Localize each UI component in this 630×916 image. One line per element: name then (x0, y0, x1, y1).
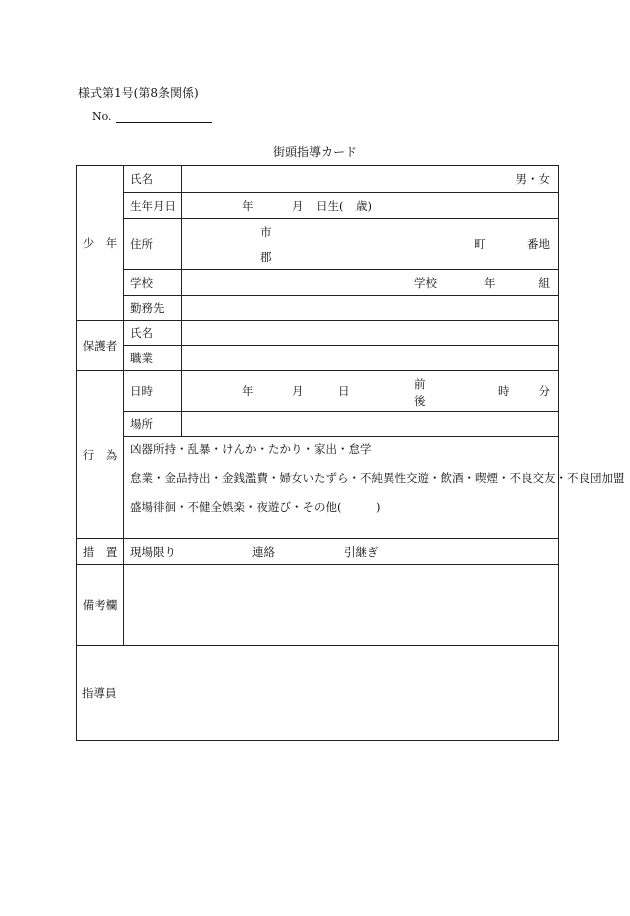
gender-option: 男・女 (515, 172, 550, 186)
measure-on-site: 現場限り (130, 544, 176, 559)
guardian-name-label: 氏名 (124, 321, 182, 346)
address-town: 町 (474, 237, 486, 251)
group-juvenile: 少 年 (77, 166, 124, 321)
dt-am: 前 (414, 377, 426, 391)
address-county: 郡 (260, 250, 272, 264)
guardian-job-field[interactable] (182, 346, 559, 371)
juvenile-name-label: 氏名 (124, 166, 182, 193)
group-measures: 措 置 (77, 539, 124, 565)
remarks-field[interactable] (124, 565, 559, 646)
conduct-line-1: 凶器所持・乱暴・けんか・たかり・家出・怠学 (130, 442, 372, 456)
juvenile-name-field[interactable] (182, 166, 559, 193)
group-guardian: 保護者 (77, 321, 124, 371)
address-banchi: 番地 (527, 237, 550, 251)
conduct-options[interactable] (124, 437, 625, 539)
school-unit: 学校 (414, 275, 437, 290)
school-label: 学校 (124, 270, 182, 296)
remarks-label: 備考欄 (77, 565, 124, 646)
dt-day-unit: 日 (338, 384, 350, 398)
dt-pm: 後 (414, 394, 426, 408)
place-label: 場所 (124, 412, 182, 437)
datetime-field[interactable] (182, 371, 559, 412)
serial-number-label: No. (92, 110, 112, 123)
dt-hour-unit: 時 (498, 384, 510, 398)
guidance-card-table (76, 165, 625, 741)
serial-number-field[interactable] (116, 111, 212, 123)
birthdate-label: 生年月日 (124, 193, 182, 219)
address-city: 市 (260, 225, 272, 239)
birth-year-unit: 年 (242, 198, 254, 213)
measures-options[interactable] (124, 539, 559, 565)
guardian-name-field[interactable] (182, 321, 559, 346)
conduct-line-2: 怠業・金品持出・金銭濫費・婦女いたずら・不純異性交遊・飲酒・喫煙・不良交友・不良団加盟 (130, 471, 625, 485)
school-field[interactable] (182, 270, 559, 296)
instructor-label: 指導員 (82, 686, 117, 700)
birth-month-unit: 月 (292, 198, 304, 213)
instructor-field[interactable] (77, 646, 559, 741)
place-field[interactable] (182, 412, 559, 437)
conduct-line-3: 盛場徘徊・不健全娯楽・夜遊び・その他( ) (130, 500, 381, 514)
dt-minute-unit: 分 (538, 384, 550, 398)
address-field[interactable] (182, 219, 559, 270)
dt-year-unit: 年 (242, 384, 254, 398)
address-label: 住所 (124, 219, 182, 270)
document-title: 街頭指導カード (272, 145, 357, 159)
group-conduct: 行 為 (77, 371, 124, 539)
birthdate-field[interactable] (182, 193, 559, 219)
measure-handover: 引継ぎ (344, 544, 379, 559)
dt-month-unit: 月 (292, 384, 304, 398)
grade-unit: 年 (484, 275, 496, 290)
serial-number-line (92, 110, 212, 123)
form-number: 様式第1号(第8条関係) (78, 86, 199, 100)
age-unit: 歳) (356, 198, 372, 213)
guardian-job-label: 職業 (124, 346, 182, 371)
workplace-label: 勤務先 (124, 296, 182, 321)
birth-day-unit: 日生( (316, 198, 344, 213)
class-unit: 組 (538, 275, 550, 290)
datetime-label: 日時 (124, 371, 182, 412)
measure-contact: 連絡 (252, 544, 275, 559)
workplace-field[interactable] (182, 296, 559, 321)
